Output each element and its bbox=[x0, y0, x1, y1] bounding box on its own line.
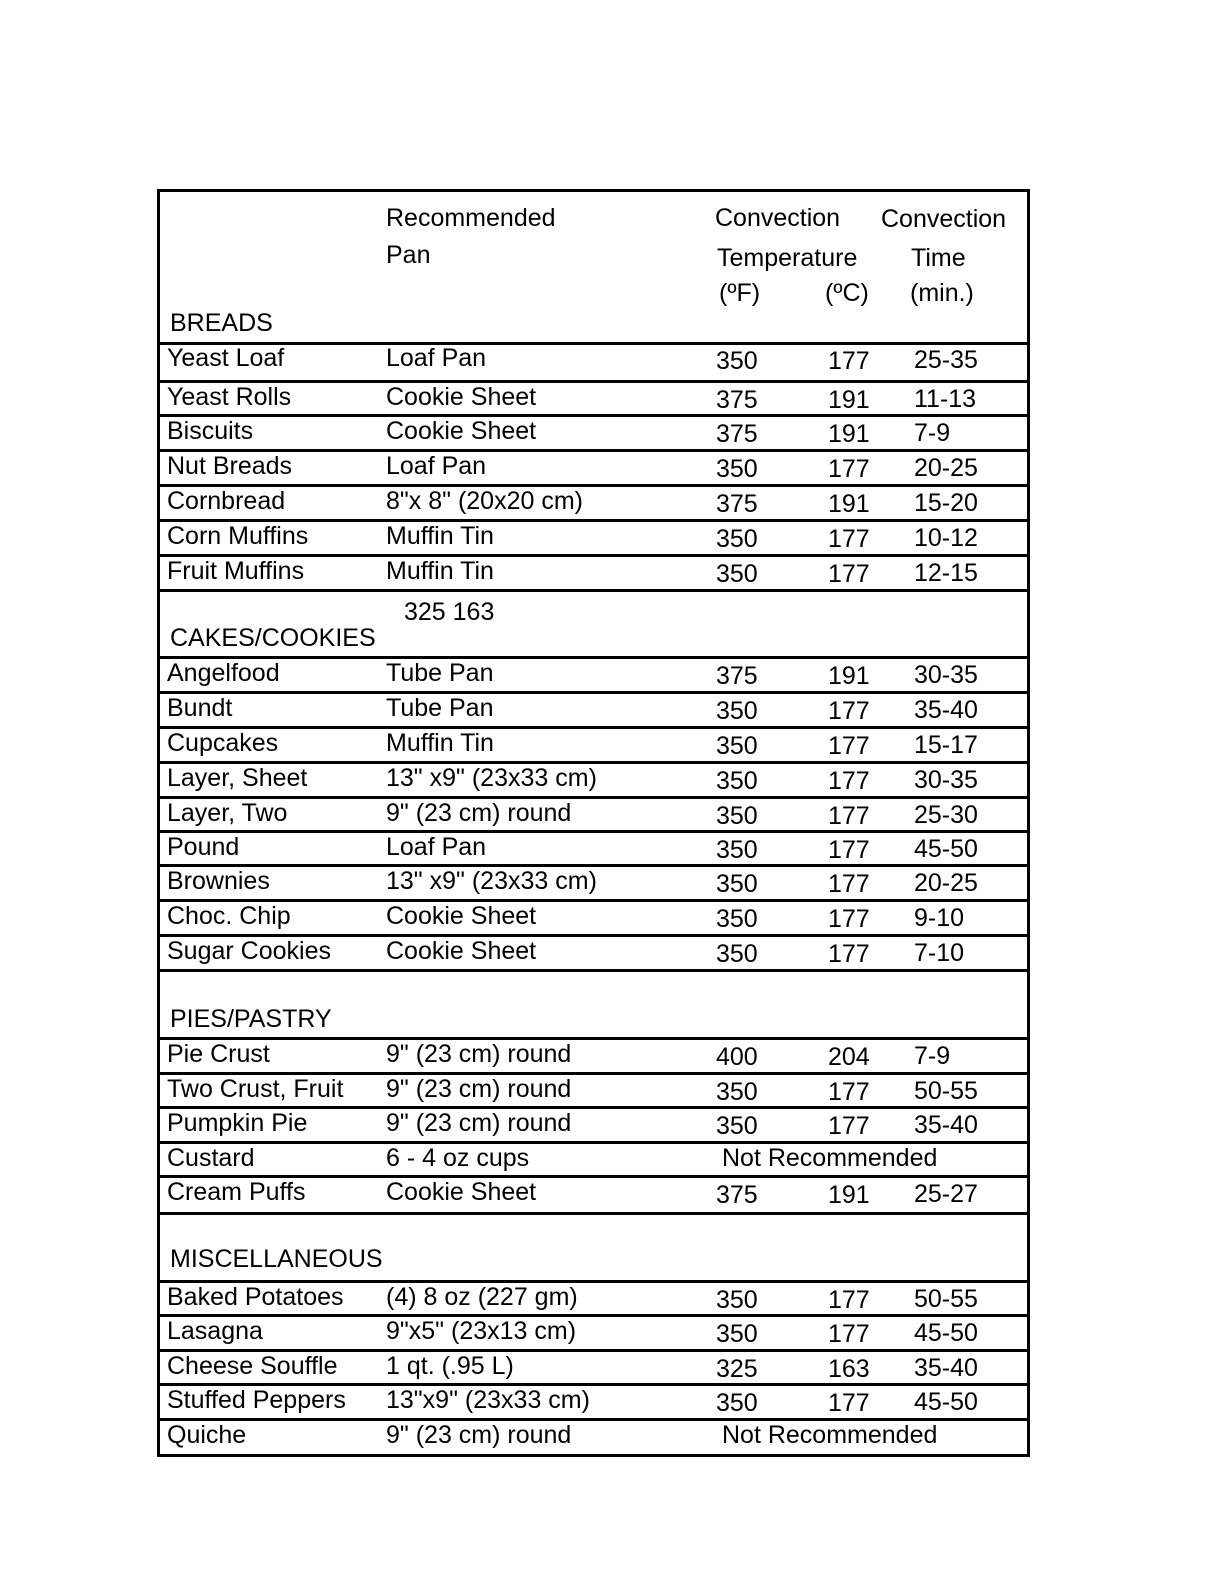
pan-type: 9" (23 cm) round bbox=[386, 1109, 572, 1137]
pan-type: 13" x9" (23x33 cm) bbox=[386, 867, 597, 895]
temp-c: 177 bbox=[828, 767, 870, 795]
food-name: Quiche bbox=[167, 1421, 247, 1449]
food-name: Fruit Muffins bbox=[167, 557, 305, 585]
food-name: Angelfood bbox=[167, 659, 280, 687]
food-name: Yeast Loaf bbox=[167, 344, 285, 372]
pan-type: Cookie Sheet bbox=[386, 937, 537, 965]
pan-header-line1: Recommended bbox=[386, 204, 556, 232]
food-name: Cream Puffs bbox=[167, 1178, 306, 1206]
bake-time: 50-55 bbox=[914, 1285, 978, 1313]
not-recommended: Not Recommended bbox=[722, 1421, 938, 1449]
temp-f: 350 bbox=[716, 732, 758, 760]
row-divider bbox=[160, 484, 1027, 487]
temp-header-line2: Temperature bbox=[717, 244, 858, 272]
temp-f: 350 bbox=[716, 455, 758, 483]
temp-f: 350 bbox=[716, 525, 758, 553]
temp-c: 177 bbox=[828, 905, 870, 933]
temp-f-header: (ºF) bbox=[719, 279, 761, 307]
temp-c: 191 bbox=[828, 662, 870, 690]
food-name: Cheese Souffle bbox=[167, 1352, 338, 1380]
food-name: Two Crust, Fruit bbox=[167, 1075, 344, 1103]
bake-time: 45-50 bbox=[914, 1388, 978, 1416]
food-name: Pie Crust bbox=[167, 1040, 270, 1068]
temp-f: 375 bbox=[716, 420, 758, 448]
food-name: Choc. Chip bbox=[167, 902, 291, 930]
temp-c: 191 bbox=[828, 490, 870, 518]
temp-c: 204 bbox=[828, 1043, 870, 1071]
food-name: Pumpkin Pie bbox=[167, 1109, 308, 1137]
food-name: Pound bbox=[167, 833, 240, 861]
temp-c: 163 bbox=[828, 1355, 870, 1383]
temp-f: 350 bbox=[716, 836, 758, 864]
temp-f: 325 bbox=[716, 1355, 758, 1383]
pan-header-line2: Pan bbox=[386, 241, 431, 269]
food-name: Sugar Cookies bbox=[167, 937, 331, 965]
bake-time: 30-35 bbox=[914, 661, 978, 689]
bake-time: 9-10 bbox=[914, 904, 965, 932]
bake-time: 25-35 bbox=[914, 346, 978, 374]
section-title: CAKES/COOKIES bbox=[170, 624, 376, 652]
row-divider bbox=[160, 1037, 1027, 1040]
temp-c: 177 bbox=[828, 1320, 870, 1348]
pan-type: 9"x5" (23x13 cm) bbox=[386, 1317, 577, 1345]
row-divider bbox=[160, 796, 1027, 799]
pan-type: Loaf Pan bbox=[386, 833, 487, 861]
temp-f: 350 bbox=[716, 1112, 758, 1140]
time-header-line1: Convection bbox=[881, 205, 1007, 233]
temp-f: 350 bbox=[716, 1320, 758, 1348]
temp-f: 375 bbox=[716, 490, 758, 518]
row-divider bbox=[160, 589, 1027, 592]
bake-time: 50-55 bbox=[914, 1077, 978, 1105]
pan-type: Loaf Pan bbox=[386, 344, 487, 372]
pan-type: 6 - 4 oz cups bbox=[386, 1144, 530, 1172]
row-divider bbox=[160, 342, 1027, 345]
pan-type: Cookie Sheet bbox=[386, 1178, 537, 1206]
bake-time: 45-50 bbox=[914, 1319, 978, 1347]
pan-type: 8"x 8" (20x20 cm) bbox=[386, 487, 583, 515]
pan-type: (4) 8 oz (227 gm) bbox=[386, 1283, 578, 1311]
time-header-line3: (min.) bbox=[910, 279, 974, 307]
temp-f: 350 bbox=[716, 767, 758, 795]
row-divider bbox=[160, 969, 1027, 972]
pan-type: 13"x9" (23x33 cm) bbox=[386, 1386, 590, 1414]
baking-chart bbox=[157, 189, 1030, 1457]
pan-type: Tube Pan bbox=[386, 694, 494, 722]
pan-type: Cookie Sheet bbox=[386, 902, 537, 930]
food-name: Yeast Rolls bbox=[167, 383, 292, 411]
temp-c: 177 bbox=[828, 525, 870, 553]
section-title: MISCELLANEOUS bbox=[170, 1245, 383, 1273]
temp-f: 350 bbox=[716, 802, 758, 830]
temp-c: 177 bbox=[828, 1078, 870, 1106]
bake-time: 10-12 bbox=[914, 524, 978, 552]
temp-c: 177 bbox=[828, 1286, 870, 1314]
temp-c: 177 bbox=[828, 560, 870, 588]
temp-f: 375 bbox=[716, 386, 758, 414]
temp-f: 350 bbox=[716, 347, 758, 375]
temp-c: 177 bbox=[828, 802, 870, 830]
row-divider bbox=[160, 830, 1027, 833]
bake-time: 7-9 bbox=[914, 419, 951, 447]
row-divider bbox=[160, 1212, 1027, 1215]
temp-c-header: (ºC) bbox=[825, 279, 869, 307]
bake-time: 12-15 bbox=[914, 559, 978, 587]
temp-c: 191 bbox=[828, 386, 870, 414]
temp-f: 350 bbox=[716, 905, 758, 933]
section-title: PIES/PASTRY bbox=[170, 1005, 332, 1033]
temp-c: 177 bbox=[828, 697, 870, 725]
pan-type: 13" x9" (23x33 cm) bbox=[386, 764, 597, 792]
temp-c: 177 bbox=[828, 732, 870, 760]
bake-time: 7-9 bbox=[914, 1042, 951, 1070]
temp-c: 191 bbox=[828, 420, 870, 448]
temp-f: 375 bbox=[716, 1181, 758, 1209]
bake-time: 15-20 bbox=[914, 489, 978, 517]
section-title: BREADS bbox=[170, 309, 273, 337]
pan-type: 9" (23 cm) round bbox=[386, 1075, 572, 1103]
bake-time: 20-25 bbox=[914, 454, 978, 482]
pan-type: Muffin Tin bbox=[386, 522, 494, 550]
bake-time: 25-30 bbox=[914, 801, 978, 829]
pan-type: 1 qt. (.95 L) bbox=[386, 1352, 514, 1380]
food-name: Corn Muffins bbox=[167, 522, 309, 550]
temp-f: 400 bbox=[716, 1043, 758, 1071]
row-divider bbox=[160, 691, 1027, 694]
temp-c: 191 bbox=[828, 1181, 870, 1209]
food-name: Baked Potatoes bbox=[167, 1283, 344, 1311]
food-name: Layer, Two bbox=[167, 799, 288, 827]
time-header-line2: Time bbox=[911, 244, 966, 272]
food-name: Brownies bbox=[167, 867, 270, 895]
pan-type: Loaf Pan bbox=[386, 452, 487, 480]
temp-f: 350 bbox=[716, 1389, 758, 1417]
pan-type: Cookie Sheet bbox=[386, 417, 537, 445]
temp-c: 177 bbox=[828, 1389, 870, 1417]
temp-f: 350 bbox=[716, 560, 758, 588]
temp-f: 350 bbox=[716, 1286, 758, 1314]
bake-time: 25-27 bbox=[914, 1180, 978, 1208]
bake-time: 7-10 bbox=[914, 939, 965, 967]
food-name: Custard bbox=[167, 1144, 255, 1172]
temp-f: 375 bbox=[716, 662, 758, 690]
temp-c: 177 bbox=[828, 1112, 870, 1140]
food-name: Cornbread bbox=[167, 487, 286, 515]
bake-time: 35-40 bbox=[914, 1111, 978, 1139]
temp-f: 350 bbox=[716, 1078, 758, 1106]
bake-time: 15-17 bbox=[914, 731, 978, 759]
bake-time: 35-40 bbox=[914, 1354, 978, 1382]
food-name: Cupcakes bbox=[167, 729, 279, 757]
food-name: Lasagna bbox=[167, 1317, 263, 1345]
food-name: Nut Breads bbox=[167, 452, 293, 480]
row-divider bbox=[160, 656, 1027, 659]
not-recommended: Not Recommended bbox=[722, 1144, 938, 1172]
food-name: Biscuits bbox=[167, 417, 254, 445]
pan-type: 9" (23 cm) round bbox=[386, 1040, 572, 1068]
row-divider bbox=[160, 726, 1027, 729]
bake-time: 35-40 bbox=[914, 696, 978, 724]
section-note: 325 163 bbox=[404, 598, 495, 626]
bake-time: 11-13 bbox=[914, 385, 977, 413]
temp-c: 177 bbox=[828, 455, 870, 483]
pan-type: Muffin Tin bbox=[386, 729, 494, 757]
food-name: Layer, Sheet bbox=[167, 764, 308, 792]
temp-f: 350 bbox=[716, 870, 758, 898]
pan-type: Muffin Tin bbox=[386, 557, 494, 585]
temp-c: 177 bbox=[828, 940, 870, 968]
temp-c: 177 bbox=[828, 347, 870, 375]
temp-c: 177 bbox=[828, 836, 870, 864]
temp-f: 350 bbox=[716, 940, 758, 968]
temp-c: 177 bbox=[828, 870, 870, 898]
row-divider bbox=[160, 1314, 1027, 1317]
food-name: Stuffed Peppers bbox=[167, 1386, 346, 1414]
pan-type: Cookie Sheet bbox=[386, 383, 537, 411]
pan-type: 9" (23 cm) round bbox=[386, 1421, 572, 1449]
bake-time: 30-35 bbox=[914, 766, 978, 794]
food-name: Bundt bbox=[167, 694, 233, 722]
pan-type: Tube Pan bbox=[386, 659, 494, 687]
bake-time: 45-50 bbox=[914, 835, 978, 863]
row-divider bbox=[160, 414, 1027, 417]
bake-time: 20-25 bbox=[914, 869, 978, 897]
temp-header-line1: Convection bbox=[715, 204, 841, 232]
temp-f: 350 bbox=[716, 697, 758, 725]
pan-type: 9" (23 cm) round bbox=[386, 799, 572, 827]
